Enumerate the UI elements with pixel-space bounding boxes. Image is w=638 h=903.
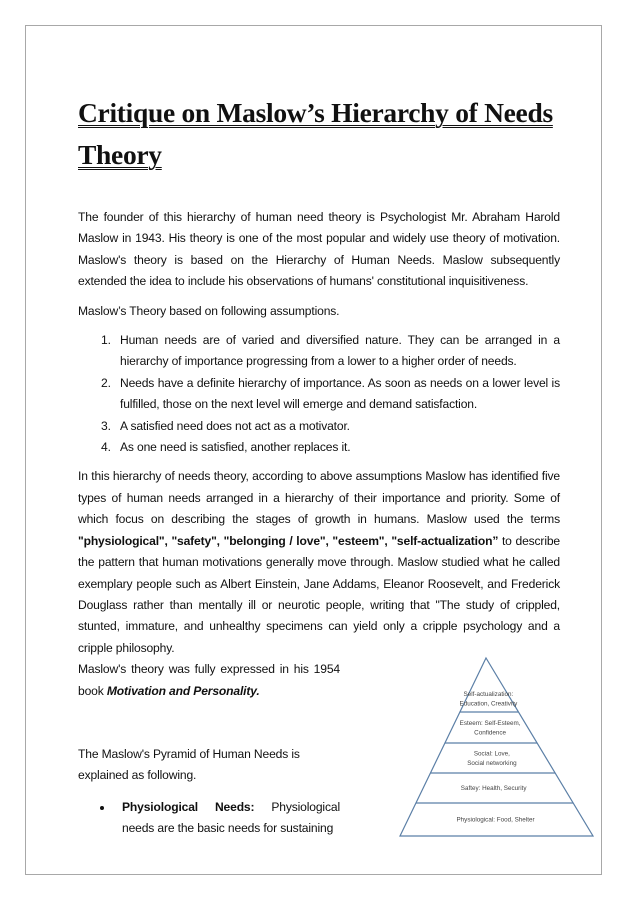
pyramid-intro: The Maslow's Pyramid of Human Needs is explained as following.: [78, 746, 300, 783]
list-item: 2. Needs have a definite hierarchy of importance. As soon as needs on a lower level is fulfilled, those on the next level will emerge and demand satisfaction.: [114, 373, 560, 416]
bullet-text: Physiological needs are the basic needs for sustaining: [122, 799, 340, 836]
pyramid-level-label: Social networking: [467, 759, 517, 767]
pyramid-level-label: Social: Love,: [473, 750, 510, 758]
assumptions-intro: Maslow’s Theory based on following assumptions.: [78, 303, 340, 318]
book-title: Motivation and Personality.: [106, 683, 260, 698]
list-item: 1. Human needs are of varied and diversified nature. They can be arranged in a hierarchy of importance progressing from a lower to a higher order of needs.: [114, 330, 560, 373]
bullet-label: Physiological Needs:: [122, 799, 255, 814]
maslow-pyramid-diagram: [398, 655, 598, 840]
pyramid-outline: [400, 658, 593, 836]
pyramid-level-label: Self-actualization:: [463, 690, 514, 698]
text-run: In this hierarchy of needs theory, according to above assumptions Maslow has identified five types of human needs arranged in a hierarchy of their importance and priority. Some of which focus on describing the stages of growth in humans. Maslow used the terms: [78, 469, 560, 527]
list-item: 3. A satisfied need does not act as a motivator.: [114, 416, 560, 437]
needs-terms: "physiological", "safety", "belonging / love", "esteem", "self-actualization”: [78, 533, 499, 548]
book-sentence: [78, 659, 340, 702]
intro-paragraph: The founder of this hierarchy of human need theory is Psychologist Mr. Abraham Harold Maslow in 1943. His theory is one of the most popular and widely use theory of motivation. Maslow's theory is based on the Hierarchy of Human Needs. Maslow subsequently extended the idea to include his observations of humans' constitutional inquisitiveness.: [78, 210, 560, 289]
pyramid-level-label: Confidence: [474, 729, 507, 737]
pyramid-level-label: Education, Creativity: [459, 700, 518, 708]
text-run: to describe the pattern that human motivations generally move through. Maslow studied what he called exemplary people such as Albert Einstein, Jane Addams, Eleanor Roosevelt, and Frederick Douglass rather than mentally ill or neurotic people, writing that "The study of crippled, stunted, immature, and unhealthy specimens can yield only a cripple psychology and a cripple philosophy.: [78, 533, 561, 655]
text-run: Maslow's theory was fully expressed in his 1954 book: [78, 662, 340, 698]
hierarchy-paragraph: [78, 466, 560, 659]
document-title: Critique on Maslow’s Hierarchy of Needs Theory: [78, 97, 553, 170]
pyramid-level-label: Physiological: Food, Shelter: [456, 816, 535, 824]
list-item: [114, 797, 340, 840]
pyramid-level-label: Saftey: Health, Security: [460, 785, 527, 792]
list-item: 4. As one need is satisfied, another replaces it.: [114, 437, 560, 458]
pyramid-level-label: Esteem: Self-Esteem,: [459, 719, 521, 727]
assumptions-list: [78, 330, 560, 458]
needs-bullet-list: [78, 797, 340, 840]
